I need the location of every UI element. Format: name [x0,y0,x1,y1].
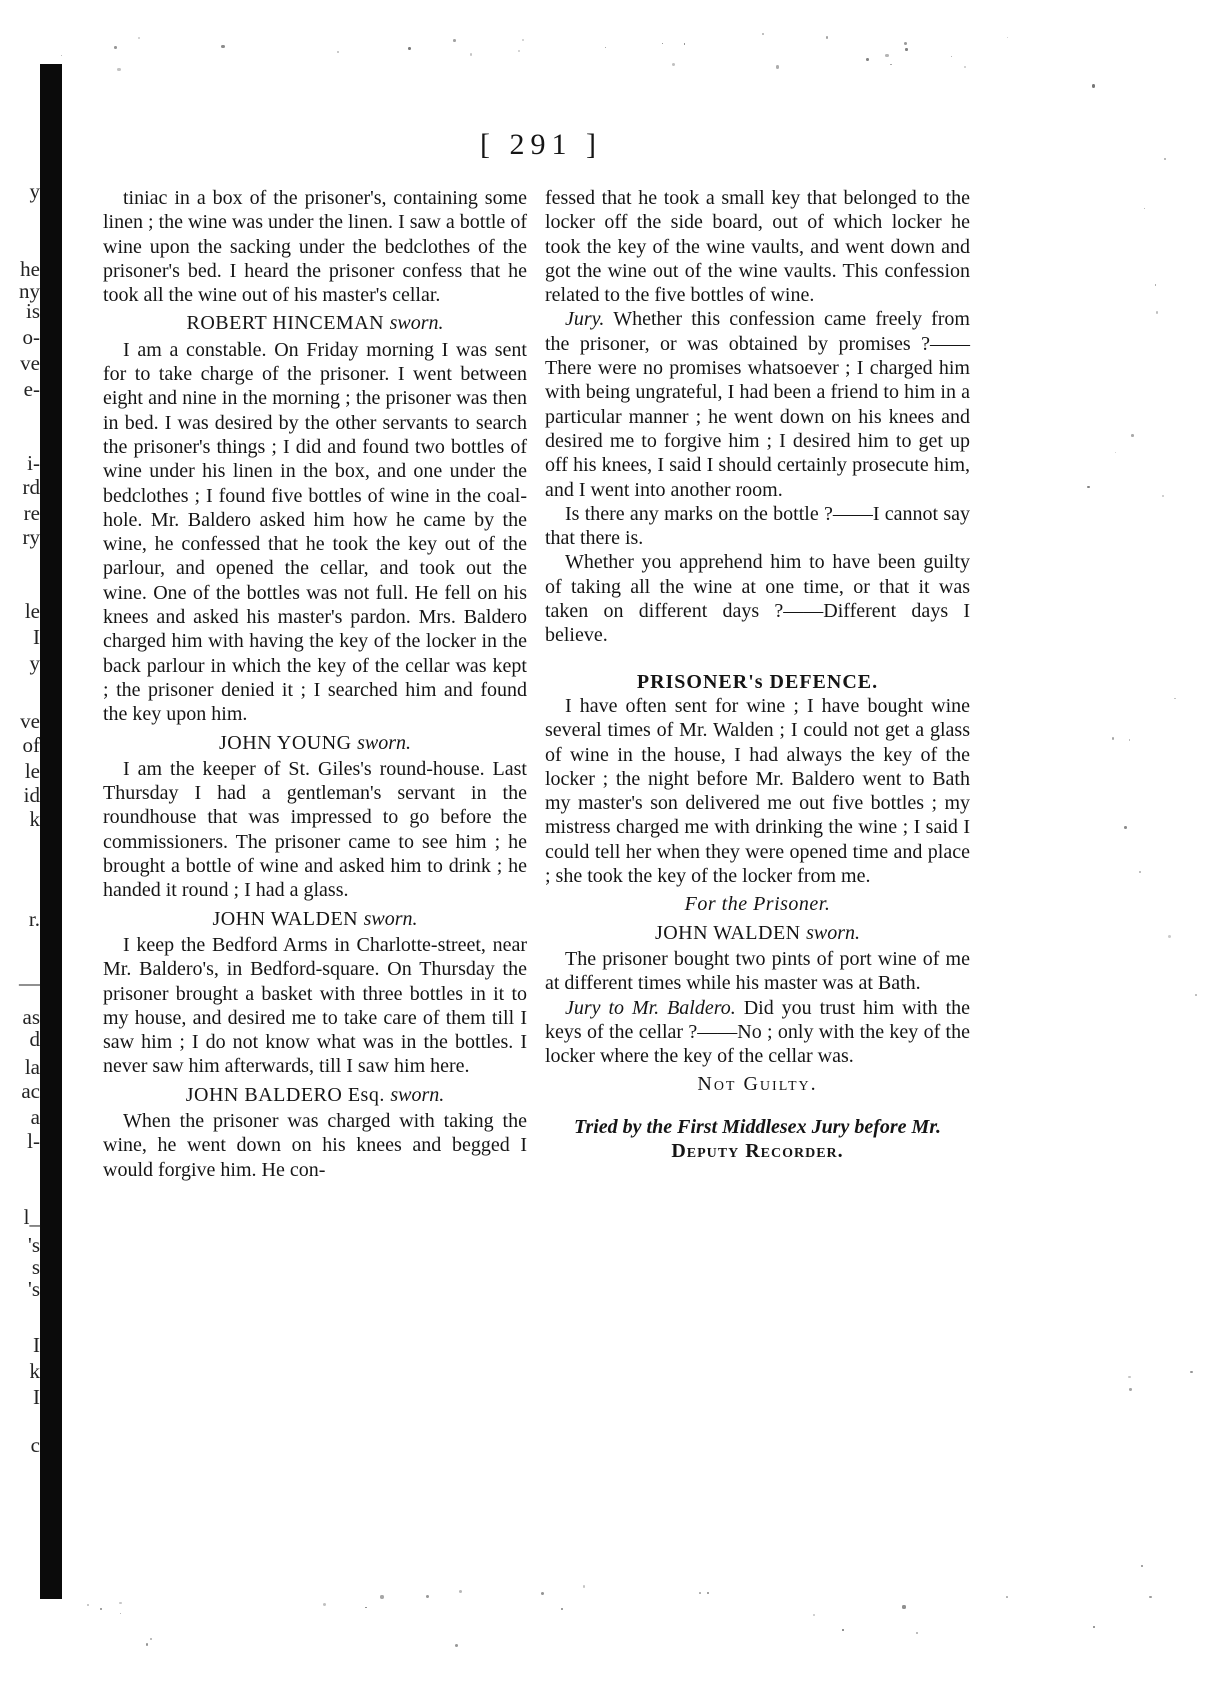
margin-fragment: y [29,651,40,675]
left-column [103,186,527,1182]
testimony-paragraph: Is there any marks on the bottle ?——I cannot say that there is. [545,502,970,550]
margin-fragment: ve [20,351,40,375]
margin-fragment: d [29,1027,40,1051]
witness-heading [103,907,527,931]
sworn-label: sworn. [389,312,444,335]
margin-fragment: k [29,807,40,831]
testimony-paragraph: I am a constable. On Friday morning I was sent for to take charge of the prisoner. I went between eight and nine in the morning ; the prisoner was then in bed. I was desired by the other servants to search the prisoner's things ; I did and found two bottles of wine under his linen in the box, and one under the bedclothes ; I found five bottles of wine in the coal-hole. Mr. Baldero asked him how he came by the wine, he confessed that he took the key out of the parlour, and opened the cellar, and took out the wine. One of the bottles was not full. He fell on his knees and asked his master's pardon. Mrs. Baldero charged him with having the key of the locker in the back parlour in which the key of the cellar was kept ; the prisoner denied it ; I searched him and found the key upon him. [103,338,527,726]
margin-fragment: ny [19,279,40,303]
facing-page-margin-bleed [4,180,40,1600]
sworn-label: sworn. [357,731,411,754]
margin-fragment: id [23,783,40,807]
margin-fragment: la [24,1055,40,1079]
margin-fragment: o- [22,325,40,349]
margin-fragment: I [33,625,40,649]
margin-fragment: le [24,759,40,783]
jury-question [545,307,970,501]
witness-heading [545,921,970,945]
sworn-label: sworn. [390,1083,445,1106]
margin-fragment: l_ [23,1205,40,1229]
margin-fragment: 's [28,1233,40,1257]
margin-fragment: a [30,1105,40,1129]
margin-fragment: he [20,257,40,281]
margin-fragment: I [33,1385,40,1409]
margin-fragment: ry [22,525,40,549]
margin-fragment: ac [21,1079,40,1103]
witness-name: ROBERT HINCEMAN [186,312,385,335]
testimony-paragraph: The prisoner bought two pints of port wine of me at different times while his master was at Bath. [545,947,970,995]
margin-fragment: rd [22,475,40,499]
witness-name: JOHN WALDEN [212,907,359,930]
jury-question [545,996,970,1069]
margin-fragment: ve [20,709,40,733]
section-subheading: For the Prisoner. [684,893,831,916]
testimony-paragraph: Whether you apprehend him to have been guilty of taking all the wine at one time, or that it was taken on different days ?——Different days I believe. [545,551,970,647]
witness-heading [103,731,527,755]
margin-fragment: 's [28,1277,40,1301]
jury-text: Whether this confession came freely from the prisoner, or was obtained by promises ?——There were no promises whatsoever ; I charged him with being ungrateful, I had been a friend to him in a particular manner ; he went down on his knees and desired me to forgive him ; I desired him to get up off his knees, I said I should certainly prosecute him, and I went into another room. [545,308,970,501]
testimony-paragraph: tiniac in a box of the prisoner's, containing some linen ; the wine was under the linen. I saw a bottle of wine upon the sacking under the bedclothes of the prisoner's bed. I heard the prisoner confess that he took all the wine out of his master's cellar. [103,187,527,307]
margin-fragment: l- [27,1129,40,1153]
jury-text: Did you trust him with the keys of the cellar ?——No ; only with the key of the locker where the key of the cellar was. [545,996,970,1068]
margin-fragment: — [19,971,40,995]
margin-fragment: re [23,501,40,525]
margin-fragment: i- [27,451,40,475]
margin-fragment: c [30,1433,40,1457]
margin-fragment: le [24,599,40,623]
testimony-paragraph: I am the keeper of St. Giles's round-house. Last Thursday I had a gentleman's servant in the roundhouse that was impressed to go before the commissioners. The prisoner came to see him ; he brought a bottle of wine and asked him to drink ; he handed it round ; I had a glass. [103,757,527,902]
sworn-label: sworn. [806,921,861,944]
jury-lead: Jury. [565,308,605,331]
margin-fragment: is [25,299,40,323]
margin-fragment: I [33,1333,40,1357]
margin-fragment: of [22,733,40,757]
recorder-line: Deputy Recorder. [671,1139,844,1162]
witness-heading [103,1083,527,1107]
witness-name: JOHN WALDEN [654,921,801,944]
testimony-paragraph: I have often sent for wine ; I have bought wine several times of Mr. Walden ; I could not get a glass of wine in the house, I had always the key of the locker ; the night before Mr. Baldero went to Bath my master's son delivered me out five bottles ; my mistress charged me with drinking the wine ; I said I could tell her when they were opened time and place ; she took the key of the locker from me. [545,694,970,888]
margin-fragment: y [29,179,40,203]
right-column [545,186,970,1163]
witness-name: JOHN YOUNG [219,731,352,754]
margin-fragment: e- [23,377,40,401]
margin-fragment: as [22,1005,40,1029]
testimony-paragraph: When the prisoner was charged with taking the wine, he went down on his knees and begged I would forgive him. He con- [103,1109,527,1181]
testimony-paragraph: fessed that he took a small key that belonged to the locker off the side board, out of which locker he took the key of the wine vaults, and went down and got the wine out of the wine vaults. This confession related to the five bottles of wine. [545,187,970,307]
margin-fragment: r. [28,907,40,931]
sworn-label: sworn. [363,907,418,930]
verdict: Not Guilty. [697,1073,818,1096]
margin-fragment: s [31,1255,40,1279]
testimony-paragraph: I keep the Bedford Arms in Charlotte-street, near Mr. Baldero's, in Bedford-square. On Thursday the prisoner brought a basket with three bottles in it to my house, and desired me to take care of them till I saw him ; I do not know what was in the bottles. I never saw him afterwards, till I saw him here. [103,933,527,1078]
page-number: [ 291 ] [480,128,602,161]
tried-by-line: Tried by the First Middlesex Jury before Mr. [573,1115,942,1138]
margin-fragment: k [29,1359,40,1383]
binding-shadow [40,64,62,1599]
jury-lead: Jury to Mr. Baldero. [565,996,736,1019]
section-heading: PRISONER's DEFENCE. [636,670,879,693]
witness-heading [103,311,527,335]
witness-name: JOHN BALDERO Esq. [185,1083,385,1106]
